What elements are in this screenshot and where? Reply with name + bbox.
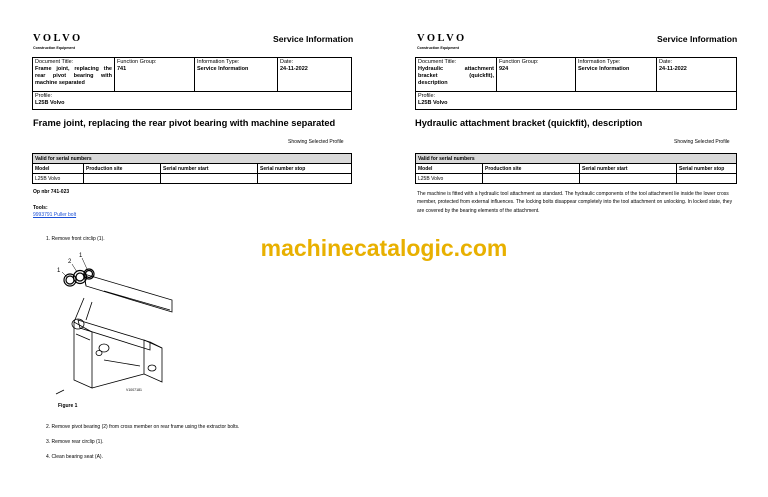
service-info-heading: Service Information (273, 34, 354, 44)
figure-code: V1007181 (126, 388, 142, 392)
figure-1-illustration (44, 250, 174, 398)
showing-profile: Showing Selected Profile (674, 139, 730, 145)
op-number: Op nbr 741-023 (33, 189, 70, 195)
step-3: 3. Remove rear circlip (1). (46, 439, 104, 445)
callout-2: 2 (68, 259, 72, 265)
callout-1-right: 1 (79, 253, 83, 259)
description-text: The machine is fitted with a hydraulic tool attachment as standard. The hydraulic components of the tool attachment lie inside the lower cross member, protected from external influences. The locking bolts disappear completely into the tool attachment on unlocking. In locked state, they are covered by the bearing elements of the attachment. (417, 191, 733, 214)
showing-profile: Showing Selected Profile (288, 139, 344, 145)
serial-table: Valid for serial numbers Model Production site Serial number start Serial number stop L25B Volvo (32, 153, 352, 184)
page-title: Frame joint, replacing the rear pivot bearing with machine separated (33, 118, 336, 128)
document-header: Document Title: Frame joint, replacing the rear pivot bearing with machine separated Function Group: 741 Information Type: Service Information Date: 24-11-2022 Profile: L25B Volvo (32, 57, 352, 110)
page-title: Hydraulic attachment bracket (quickfit), description (415, 118, 643, 128)
document-header: Document Title: Hydraulic attachment bracket (quickfit), description Function Group: 924 Information Type: Service Information Date: 24-11-2022 Profile: L25B Volvo (415, 57, 737, 110)
serial-table: Valid for serial numbers Model Production site Serial number start Serial number stop L25B Volvo (415, 153, 737, 184)
step-2: 2. Remove pivot bearing (2) from cross member on rear frame using the extractor bolts. (46, 424, 240, 430)
volvo-logo: VOLVO Construction Equipment (417, 33, 467, 50)
callout-1-left: 1 (57, 268, 61, 274)
step-1: 1. Remove front circlip (1). (46, 236, 105, 242)
tools-label: Tools: (33, 205, 48, 211)
tool-link[interactable]: 9993791 Puller bolt (33, 212, 77, 218)
figure-caption: Figure 1 (58, 403, 78, 409)
service-info-heading: Service Information (657, 34, 738, 44)
volvo-logo: VOLVO Construction Equipment (33, 33, 83, 50)
watermark: machinecatalogic.com (260, 235, 508, 261)
step-4: 4. Clean bearing seat (A). (46, 454, 103, 460)
